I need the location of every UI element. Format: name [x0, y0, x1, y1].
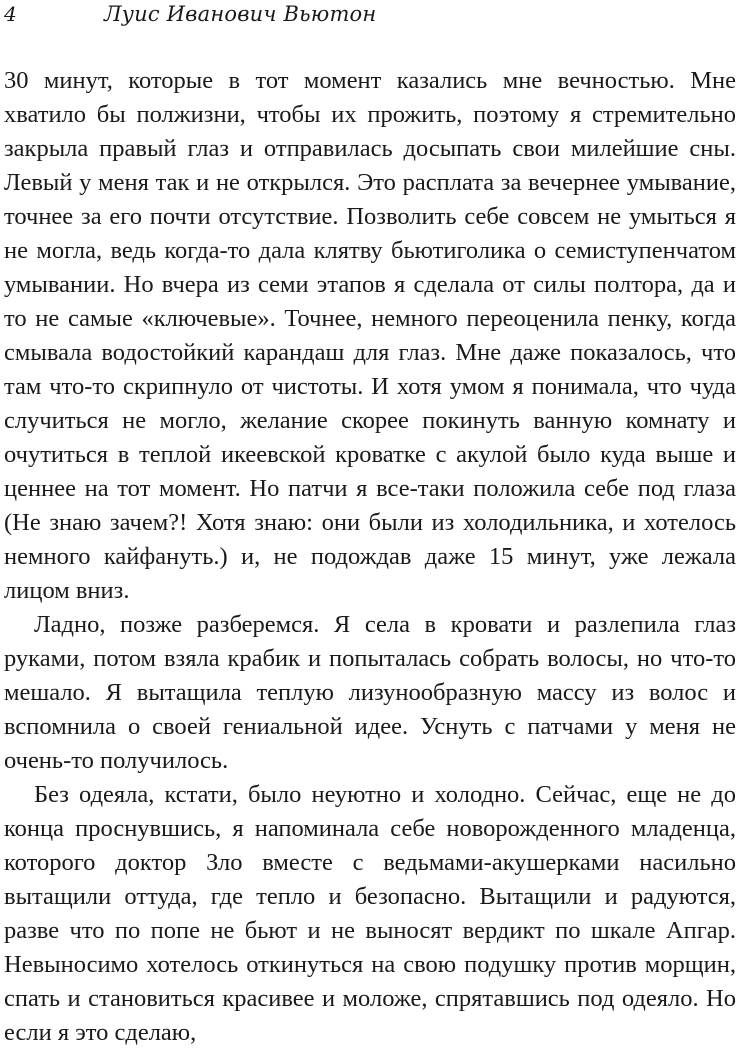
- paragraph: 30 минут, которые в тот момент казались мне вечностью. Мне хватило бы полжизни, чтобы их прожить, поэтому я стремительно закрыла правый глаз и отправилась досыпать свои милейшие сны. Левый у меня так и не открылся. Это расплата за вечернее умывание, точнее за его почти отсутствие. Позволить себе совсем не умыться я не могла, ведь когда-то дала клятву бьютиголика о семиступенчатом умывании. Но вчера из семи этапов я сделала от силы полтора, да и то не самые «ключевые». Точнее, немного переоценила пенку, когда смывала водостойкий карандаш для глаз. Мне даже показалось, что там что-то скрипнуло от чистоты. И хотя умом я понимала, что чуда случиться не могло, желание скорее покинуть ванную комнату и очутиться в теплой икеевской кроватке с акулой было куда выше и ценнее на тот момент. Но патчи я все-таки положила себе под глаза (Не знаю зачем?! Хотя знаю: они были из холодильника, и хотелось немного кайфануть.) и, не подождав даже 15 минут, уже лежала лицом вниз.: [4, 67, 736, 604]
- running-head-author: Луис Иванович Вьютон: [104, 2, 377, 26]
- paragraph: Ладно, позже разберемся. Я села в кровати и разлепила глаз руками, потом взяла крабик и попыталась собрать волосы, но что-то мешало. Я вытащила теплую лизунообразную массу из волос и вспомнила о своей гениальной идее. Уснуть с патчами у меня не очень-то получилось.: [4, 611, 736, 774]
- paragraph: Без одеяла, кстати, было неуютно и холодно. Сейчас, еще не до конца проснувшись, я напоминала себе новорожденного младенца, которого доктор Зло вместе с ведьмами-акушерками насильно вытащили оттуда, где тепло и безопасно. Вытащили и радуются, разве что по попе не бьют и не выносят вердикт по шкале Апгар. Невыносимо хотелось откинуться на свою подушку против морщин, спать и становиться красивее и моложе, спрятавшись под одеяло. Но если я это сделаю,: [4, 781, 736, 1046]
- body-text: [4, 64, 736, 1050]
- page-number: 4: [4, 2, 17, 26]
- page-header: [0, 0, 739, 34]
